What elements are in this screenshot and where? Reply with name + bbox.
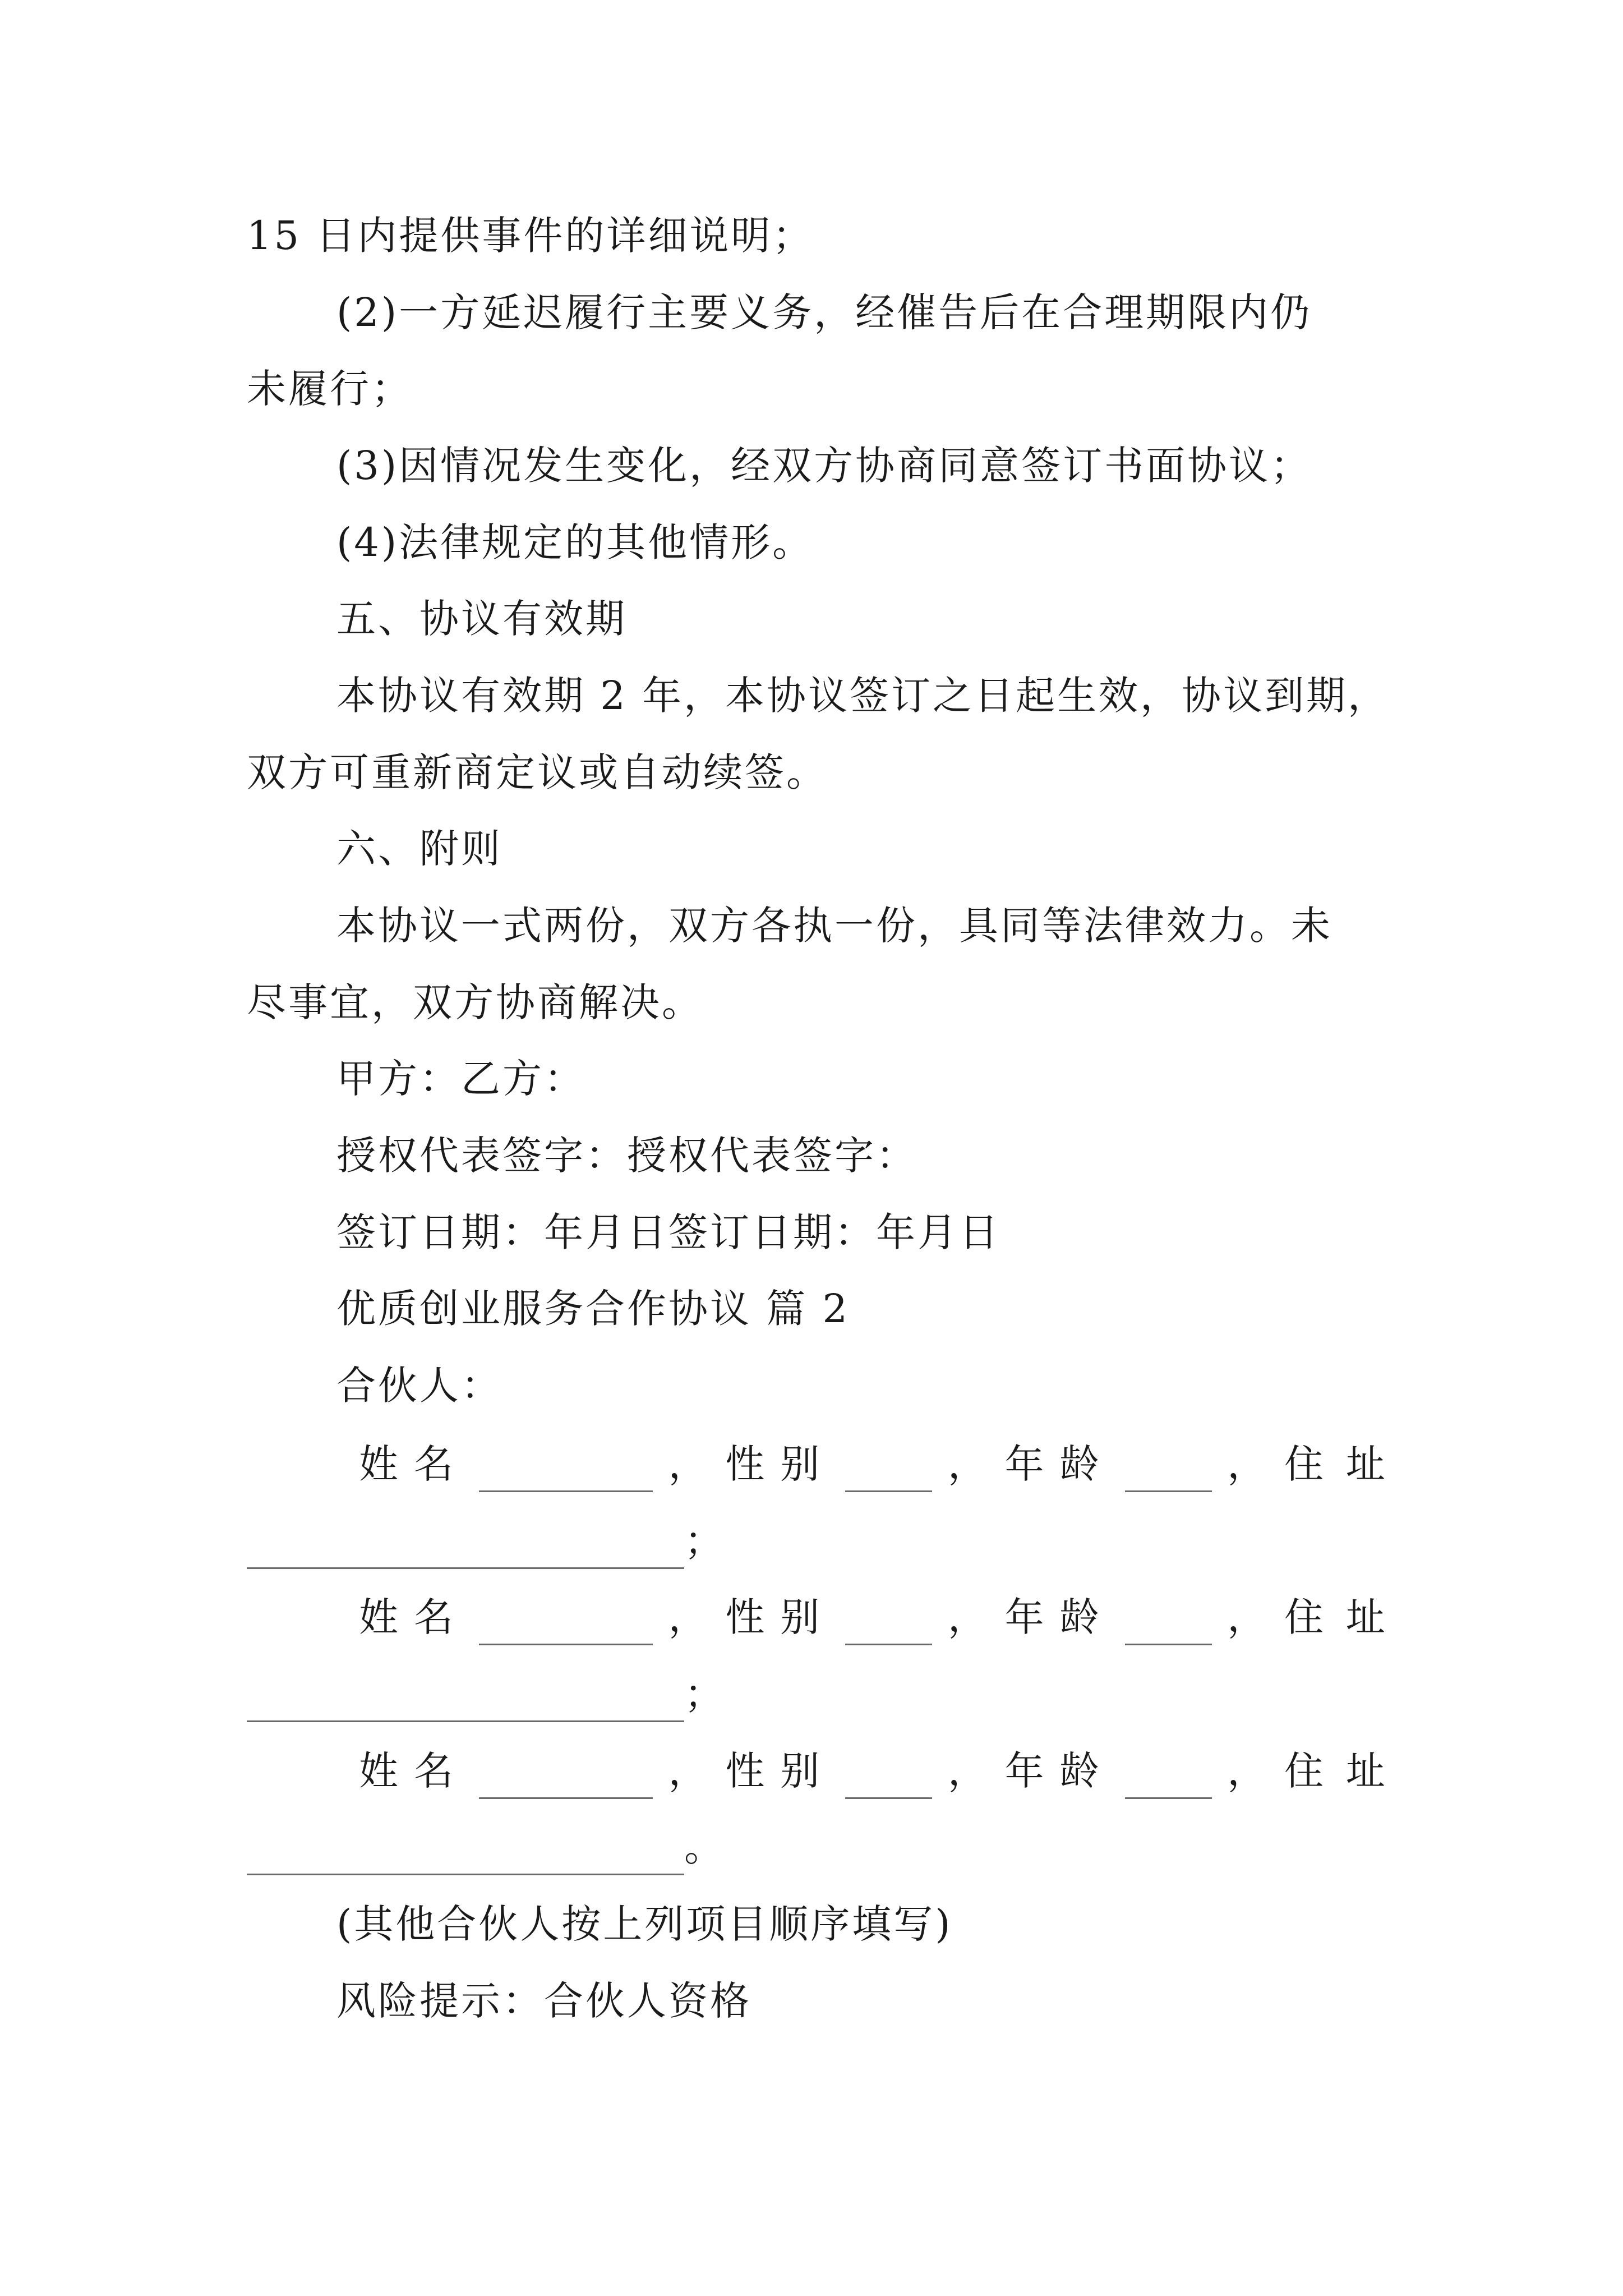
address-blank[interactable] <box>247 1528 684 1569</box>
name-label: 姓名 <box>359 1594 469 1640</box>
name-label: 姓名 <box>359 1441 469 1487</box>
section-heading: 六、附则 <box>336 826 502 872</box>
text-line: 尽事宜，双方协商解决。 <box>247 979 703 1025</box>
name-label: 姓名 <box>359 1748 469 1794</box>
address-label: 住址 <box>1284 1594 1408 1640</box>
semicolon: ； <box>684 1671 726 1717</box>
text-line: 未履行； <box>247 366 413 412</box>
document-title: 优质创业服务合作协议 篇 2 <box>336 1286 850 1332</box>
comma: ， <box>668 1748 710 1794</box>
gender-field <box>725 1436 932 1492</box>
text-line: 本协议一式两份，双方各执一份，具同等法律效力。未 <box>336 903 1332 949</box>
signature-line: 授权代表签字：授权代表签字： <box>336 1133 917 1179</box>
address-row <box>247 1513 726 1569</box>
gender-blank[interactable] <box>845 1604 932 1645</box>
address-label: 住址 <box>1284 1748 1408 1794</box>
signature-line: 甲方：乙方： <box>336 1056 585 1102</box>
text-line: 15 日内提供事件的详细说明； <box>247 213 814 259</box>
note-line: (其他合伙人按上列项目顺序填写) <box>336 1901 953 1947</box>
age-field <box>1005 1436 1212 1492</box>
text-line: 双方可重新商定议或自动续签。 <box>247 749 828 795</box>
text-line: 本协议有效期 2 年，本协议签订之日起生效，协议到期， <box>336 673 1390 719</box>
age-blank[interactable] <box>1125 1758 1212 1799</box>
section-heading: 五、协议有效期 <box>336 596 627 642</box>
age-label: 年龄 <box>1004 1748 1115 1794</box>
gender-blank[interactable] <box>845 1758 932 1799</box>
age-label: 年龄 <box>1004 1594 1115 1640</box>
name-field <box>359 1743 653 1799</box>
gender-label: 性别 <box>725 1748 836 1794</box>
comma: ， <box>947 1748 989 1794</box>
gender-label: 性别 <box>725 1441 836 1487</box>
gender-field <box>725 1743 932 1799</box>
age-blank[interactable] <box>1125 1451 1212 1492</box>
age-label: 年龄 <box>1004 1441 1115 1487</box>
gender-blank[interactable] <box>845 1451 932 1492</box>
comma: ， <box>668 1594 710 1640</box>
partner-row <box>247 1743 1408 1799</box>
text-line: (4)法律规定的其他情形。 <box>336 519 814 565</box>
name-field <box>359 1589 653 1645</box>
age-blank[interactable] <box>1125 1604 1212 1645</box>
comma: ， <box>1227 1748 1269 1794</box>
age-field <box>1005 1589 1212 1645</box>
address-blank[interactable] <box>247 1681 684 1722</box>
comma: ， <box>947 1594 989 1640</box>
name-blank[interactable] <box>479 1451 653 1492</box>
date-line: 签订日期：年月日签订日期：年月日 <box>336 1209 1000 1255</box>
address-row <box>247 1819 726 1875</box>
text-line: (2)一方延迟履行主要义务，经催告后在合理期限内仍 <box>336 289 1312 335</box>
period: 。 <box>684 1824 726 1870</box>
partner-row <box>247 1589 1408 1645</box>
name-field <box>359 1436 653 1492</box>
risk-tip-line: 风险提示：合伙人资格 <box>336 1978 751 2024</box>
comma: ， <box>668 1441 710 1487</box>
name-blank[interactable] <box>479 1758 653 1799</box>
address-row <box>247 1666 726 1722</box>
partner-row <box>247 1436 1408 1492</box>
name-blank[interactable] <box>479 1604 653 1645</box>
address-blank[interactable] <box>247 1834 684 1875</box>
address-label: 住址 <box>1284 1441 1408 1487</box>
comma: ， <box>1227 1594 1269 1640</box>
text-line: 合伙人： <box>336 1363 502 1409</box>
comma: ， <box>1227 1441 1269 1487</box>
text-line: (3)因情况发生变化，经双方协商同意签订书面协议； <box>336 443 1312 489</box>
comma: ， <box>947 1441 989 1487</box>
age-field <box>1005 1743 1212 1799</box>
semicolon: ； <box>684 1518 726 1564</box>
gender-field <box>725 1589 932 1645</box>
gender-label: 性别 <box>725 1594 836 1640</box>
